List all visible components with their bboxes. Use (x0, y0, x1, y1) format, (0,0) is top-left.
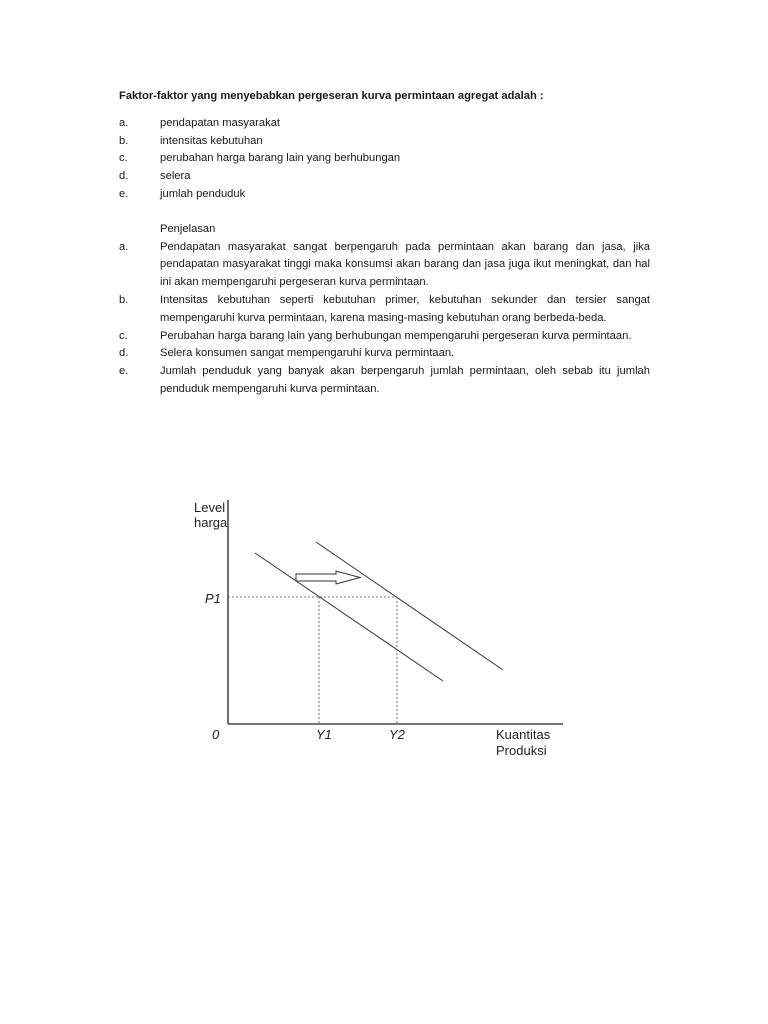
list-marker: a. (119, 240, 129, 253)
explanation-list (119, 239, 650, 399)
y1-label: Y1 (316, 727, 332, 742)
explanation-title: Penjelasan (160, 222, 216, 235)
explanation-item (119, 345, 650, 363)
demand-curve-original (255, 553, 443, 681)
list-marker: a. (119, 116, 129, 129)
p1-label: P1 (205, 591, 221, 606)
list-marker: c. (119, 329, 128, 342)
list-item-text: Pendapatan masyarakat sangat berpengaruh pada permintaan akan barang dan jasa, jika pendapatan masyarakat tinggi maka konsumsi akan barang dan jasa juga ikut meningkat, dan hal ini akan mempengaruhi pergeseran kurva permintaan. (160, 240, 650, 289)
list-item-text: jumlah penduduk (160, 187, 246, 200)
list-item-text: Perubahan harga barang lain yang berhubungan mempengaruhi pergeseran kurva permintaan. (160, 329, 632, 342)
x-axis-label-line2: Produksi (496, 743, 547, 758)
list-marker: e. (119, 187, 129, 200)
demand-curve-shifted (316, 542, 503, 670)
origin-label: 0 (212, 727, 220, 742)
list-marker: d. (119, 170, 129, 183)
factor-item (119, 133, 650, 151)
list-item-text: Intensitas kebutuhan seperti kebutuhan primer, kebutuhan sekunder dan tersier sangat mempengaruhi kurva permintaan, karena masing-masing kebutuhan orang berbeda-beda. (160, 293, 650, 324)
list-marker: d. (119, 347, 129, 360)
document-body (119, 88, 650, 399)
list-marker: b. (119, 293, 129, 306)
list-item-text: intensitas kebutuhan (160, 134, 263, 147)
list-marker: b. (119, 134, 129, 147)
y-axis-label-line1: Level (194, 500, 226, 515)
list-item-text: selera (160, 170, 191, 183)
document-heading: Faktor-faktor yang menyebabkan pergeseran kurva permintaan agregat adalah : (119, 90, 544, 102)
list-item-text: Selera konsumen sangat mempengaruhi kurva permintaan. (160, 347, 455, 360)
explanation-item (119, 239, 650, 292)
y2-label: Y2 (389, 727, 405, 742)
list-marker: c. (119, 152, 128, 165)
factor-item (119, 150, 650, 168)
explanation-item (119, 363, 650, 399)
list-marker: e. (119, 365, 129, 378)
factor-item (119, 115, 650, 133)
factor-item (119, 186, 650, 204)
explanation-item (119, 328, 650, 346)
explanation-item (119, 292, 650, 328)
shift-arrow (296, 571, 360, 584)
factor-list (119, 115, 650, 204)
y-axis-label-line2: harga (194, 515, 228, 530)
list-item-text: pendapatan masyarakat (160, 116, 281, 129)
factor-item (119, 168, 650, 186)
x-axis-label-line1: Kuantitas (496, 727, 551, 742)
list-item-text: Jumlah penduduk yang banyak akan berpengaruh jumlah permintaan, oleh sebab itu jumlah penduduk mempengaruhi kurva permintaan. (160, 365, 650, 395)
list-item-text: perubahan harga barang lain yang berhubungan (160, 152, 401, 165)
